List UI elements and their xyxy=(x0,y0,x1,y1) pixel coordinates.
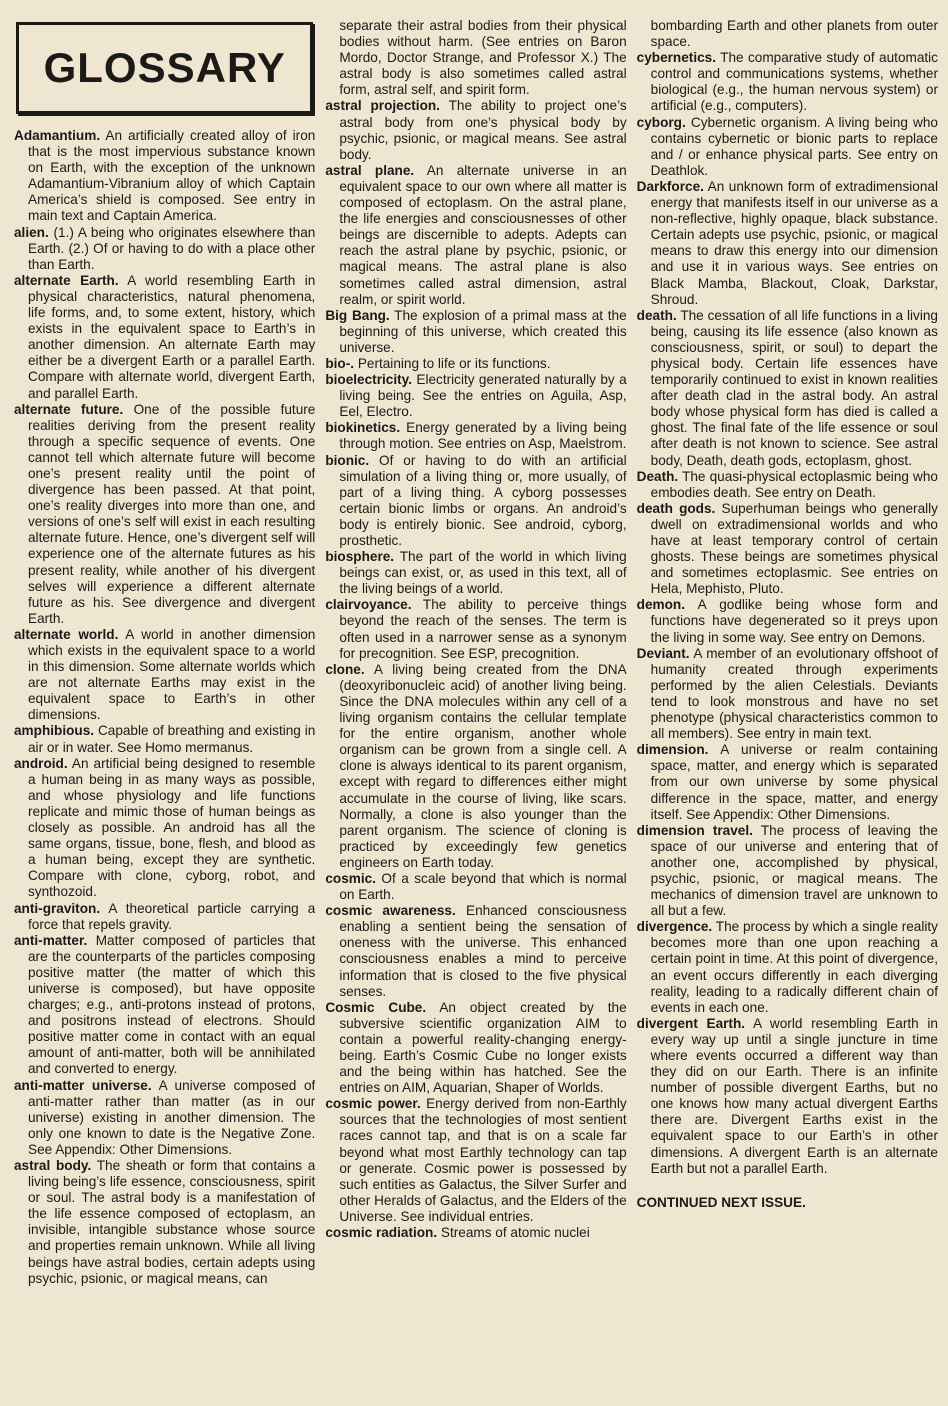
glossary-definition: Capable of breathing and existing in air or in water. See Homo mermanus. xyxy=(28,723,316,755)
glossary-definition: A theoretical particle carrying a force that repels gravity. xyxy=(28,900,316,932)
glossary-term: Adamantium. xyxy=(14,128,101,143)
glossary-definition: An unknown form of extradimensional energy that manifests itself in our universe as a non-reflective, highly opaque, black substance. Certain adepts use psychic, psionic, or magical means to draw this energy into our dimension and use it in various ways. See entries on Black Mamba, Blackout, Cloak, Darkstar, Shroud. xyxy=(650,178,938,307)
glossary-entry xyxy=(325,98,626,162)
glossary-entry xyxy=(637,50,938,114)
glossary-term: cybernetics. xyxy=(636,50,716,66)
glossary-definition: The process of leaving the space of our universe and entering that of another one, accomplished by physical, psychic, psionic, or magical means. The mechanics of dimension travel are unknown to all but a few. xyxy=(650,822,938,919)
glossary-entry xyxy=(14,901,315,933)
glossary-definition: Pertaining to life or its functions. xyxy=(357,355,551,371)
glossary-definition: An artificial being designed to resemble a human being in as many ways as possible, and whose physiology and life functions replicate and mimic those of human beings as closely as possible. An android has all the same organs, tissue, bone, flesh, and blood as a human being, except they are synthetic. Compare with clone, cyborg, robot, and synthozoid. xyxy=(28,755,316,900)
glossary-entry xyxy=(637,308,938,469)
glossary-definition: Of or having to do with an artificial simulation of a living thing or, more usually, of part of a living thing. A cyborg possesses certain bionic limbs or organs. An android’s body is entirely bionic. See android, cyborg, prosthetic. xyxy=(339,452,627,548)
glossary-entry xyxy=(14,225,315,273)
glossary-term: dimension. xyxy=(636,742,709,758)
glossary-definition: A universe composed of anti-matter rather than matter (as in our universe) existing in another dimension. The only one known to date is the Negative Zone. See Appendix: Other Dimensions. xyxy=(28,1077,316,1157)
glossary-definition: separate their astral bodies from their physical bodies without harm. (See entries on Baron Mordo, Doctor Strange, and Professor X.) The astral body is also sometimes called astral form, astral self, and spirit form. xyxy=(339,18,627,98)
glossary-definition: The comparative study of automatic control and communications systems, whether biological (e.g., the human nervous system) or artificial (e.g., computers). xyxy=(650,50,938,114)
glossary-term: Deviant. xyxy=(636,645,690,661)
glossary-definition: Energy derived from non-Earthly sources that the technologies of most sentient races cannot tap, and that is on a scale far beyond what most Earthly technology can tap or generate. Cosmic power is possessed by such entities as Galactus, the Silver Surfer and other Heralds of Galactus, and the Elders of the Universe. See individual entries. xyxy=(339,1096,627,1224)
page-title: GLOSSARY xyxy=(43,44,286,91)
glossary-term: bionic. xyxy=(325,452,370,468)
glossary-entry xyxy=(325,549,626,597)
glossary-entry xyxy=(325,163,626,308)
glossary-definition: Enhanced consciousness enabling a sentient being the sensation of oneness with the universe. This enhanced consciousness enables a mind to perceive information that is closed to the five physical senses. xyxy=(339,903,627,999)
glossary-term: amphibious. xyxy=(14,723,95,739)
glossary-definition: A world resembling Earth in physical characteristics, natural phenomena, life forms, and, to some extent, history, which exists in the equivalent space to Earth’s in another dimension. An alternate Earth may either be a divergent Earth or a parallel Earth. Compare with alternate world, divergent Earth, and parallel Earth. xyxy=(28,272,316,401)
column-3 xyxy=(637,18,938,1406)
glossary-definition: Cybernetic organism. A living being who contains cybernetic or bionic parts to replace and / or enhance physical parts. See entry on Deathlok. xyxy=(650,114,938,178)
glossary-entry xyxy=(14,1078,315,1158)
glossary-definition: The quasi-physical ectoplasmic being who embodies death. See entry on Death. xyxy=(650,468,938,500)
glossary-definition: A living being created from the DNA (deoxyribonucleic acid) of another living being. Since the DNA molecules within any cell of a living organism contains the cellular template for the entire organism, another whole organism can be grown from a single cell. A clone is always identical to its parent organism, except with regard to differences either might accumulate in the course of living, like scars. Normally, a clone is also younger than the parent organism. The science of cloning is practiced by exceedingly few genetics engineers on Earth today. xyxy=(339,661,627,870)
glossary-term: cosmic awareness. xyxy=(325,903,456,919)
glossary-entry xyxy=(14,756,315,901)
glossary-entry xyxy=(14,933,315,1078)
glossary-entry xyxy=(637,1016,938,1177)
glossary-term: anti-matter universe. xyxy=(14,1077,152,1093)
glossary-term: android. xyxy=(14,755,68,771)
glossary-definition: bombarding Earth and other planets from outer space. xyxy=(650,18,938,50)
glossary-term: bio-. xyxy=(325,355,355,371)
glossary-definition: The ability to project one’s astral body from one’s physical body by psychic, psionic, or magical means. See astral body. xyxy=(339,98,627,162)
glossary-entry xyxy=(14,402,315,627)
glossary-term: death. xyxy=(636,307,677,323)
glossary-entry xyxy=(325,372,626,420)
glossary-definition: A world resembling Earth in every way up until a single juncture in time where events occurred a different way than they did on our Earth. There is an infinite number of possible divergent Earths, but no one knows how many actual divergent Earths there are. Divergent Earths exist in the equivalent space to our Earth’s in other dimensions. A divergent Earth is an alternate Earth but not a parallel Earth. xyxy=(650,1015,938,1176)
continued-note: CONTINUED NEXT ISSUE. xyxy=(636,1194,806,1210)
glossary-term: Big Bang. xyxy=(325,307,390,323)
glossary-term: divergence. xyxy=(636,919,713,935)
glossary-term: alternate future. xyxy=(14,401,124,417)
glossary-term: cosmic power. xyxy=(325,1096,421,1112)
glossary-term: cosmic. xyxy=(325,870,376,886)
glossary-term: alternate Earth. xyxy=(14,272,119,288)
glossary-term: clairvoyance. xyxy=(325,597,412,613)
glossary-entry xyxy=(637,501,938,598)
glossary-term: cosmic radiation. xyxy=(325,1225,438,1241)
glossary-term: dimension travel. xyxy=(636,822,753,838)
glossary-definition: A member of an evolutionary offshoot of humanity created through experiments performed by the alien Celestials. Deviants tend to look monstrous and have no set phenotype (physical characteristics common to all members). See entry in main text. xyxy=(650,645,938,742)
glossary-term: death gods. xyxy=(636,500,716,516)
glossary-definition: Of a scale beyond that which is normal on Earth. xyxy=(339,870,627,903)
glossary-entry xyxy=(14,723,315,755)
glossary-entry xyxy=(325,420,626,452)
glossary-term: Cosmic Cube. xyxy=(325,999,427,1015)
glossary-definition: Matter composed of particles that are the counterparts of the particles composing positive matter (the matter of which this universe is composed), but have opposite charges; e.g., anti-protons instead of protons, and positrons instead of electrons. Should positive matter come in contact with an equal amount of anti-matter, both will be annihilated and converted to energy. xyxy=(28,932,316,1077)
glossary-term: anti-graviton. xyxy=(14,900,101,916)
glossary-definition: Superhuman beings who generally dwell on extradimensional worlds and who have at least temporary control of certain ghosts. These beings are sometimes physical and sometimes ectoplasmic. See entries on Hela, Mephisto, Pluto. xyxy=(650,500,938,597)
glossary-definition: The part of the world in which living beings can exist, or, as used in this text, all of the living beings of a world. xyxy=(339,549,627,597)
glossary-entry xyxy=(637,469,938,501)
glossary-definition: A godlike being whose form and functions have degenerated so it preys upon the living in some way. See entry on Demons. xyxy=(650,597,938,645)
glossary-definition: The process by which a single reality becomes more than one upon reaching a certain point in time. At this point of divergence, an event occurs differently in each diverging reality, leading to a radically different chain of events in each one. xyxy=(650,919,938,1015)
glossary-entry xyxy=(325,308,626,356)
glossary-term: divergent Earth. xyxy=(636,1015,746,1031)
title-box xyxy=(16,22,313,114)
glossary-term: astral body. xyxy=(14,1158,92,1173)
glossary-definition: A world in another dimension which exists in the equivalent space to a world in this dimension. Some alternate worlds which are not alternate Earths may exist in the equivalent space to Earth’s in other dimensions. xyxy=(28,626,316,723)
glossary-entry xyxy=(325,1225,626,1241)
glossary-term: biokinetics. xyxy=(325,420,401,436)
glossary-term: anti-matter. xyxy=(14,932,88,948)
glossary-term: clone. xyxy=(325,661,365,677)
glossary-entry xyxy=(325,1096,626,1225)
glossary-entry xyxy=(325,871,626,903)
glossary-term: alien. xyxy=(14,224,49,240)
glossary-definition: An object created by the subversive scientific organization AIM to contain a powerful reality-changing energy-being. Earth’s Cosmic Cube no longer exists and the being within has hatched. See the entries on AIM, Aquarian, Shaper of Worlds. xyxy=(339,999,627,1096)
glossary-entry xyxy=(14,1158,315,1287)
glossary-entry xyxy=(14,627,315,724)
glossary-entry xyxy=(325,903,626,1000)
glossary-term: Darkforce. xyxy=(636,178,704,194)
glossary-definition: Energy generated by a living being through motion. See entries on Asp, Maelstrom. xyxy=(339,420,627,452)
glossary-definition: One of the possible future realities deriving from the present reality through a specific sequence of events. One cannot tell which alternate future will become one’s present reality until the point of divergence has been passed. At that point, one’s reality diverges into more than one, and versions of one’s self will exist in each resulting alternate future. Hence, one’s divergent self will experience one of the alternate futures as his present reality, while another of his divergent selves will experience a different alternate future as his. See divergence and divergent Earth. xyxy=(28,401,316,626)
glossary-term: cyborg. xyxy=(636,114,686,130)
glossary-term: bioelectricity. xyxy=(325,372,412,388)
glossary-entry xyxy=(325,18,626,98)
glossary-entry xyxy=(325,597,626,661)
column-1 xyxy=(14,18,315,1406)
glossary-term: Death. xyxy=(636,468,679,484)
glossary-entry xyxy=(14,128,315,225)
glossary-definition: The cessation of all life functions in a living being, causing its life essence (also known as consciousness, spirit, or soul) to depart the physical body. Certain life essences have temporarily continued to exist in known realities after death clad in the astral body. An astral body whose physical form has died is called a ghost. The final fate of the life essence or soul after death is not known to science. See astral body, Death, death gods, ectoplasm, ghost. xyxy=(650,307,938,468)
glossary-definition: An alternate universe in an equivalent space to our own where all matter is composed of ectoplasm. On the astral plane, the life energies and consciousnesses of other beings are discernible to adepts. Adepts can reach the astral plane by psychic, psionic, or magical means. The astral plane is also sometimes called astral dimension, astral realm, or spirit world. xyxy=(339,162,627,307)
glossary-definition: Electricity generated naturally by a living being. See the entries on Aguila, Asp, Eel, Electro. xyxy=(339,372,627,420)
glossary-entry xyxy=(325,1000,626,1097)
glossary-definition: A universe or realm containing space, matter, and energy which is separated from our own universe by some physical difference in the space, matter, and energy itself. See Appendix: Other Dimensions. xyxy=(650,742,938,822)
glossary-definition: (1.) A being who originates elsewhere than Earth. (2.) Of or having to do with a place other than Earth. xyxy=(28,224,316,272)
glossary-definition: The sheath or form that contains a living being’s life essence, consciousness, spirit or soul. The astral body is a manifestation of the life essence composed of ectoplasm, an invisible, intangible substance whose source and properties remain unknown. While all living beings have astral bodies, certain adepts using psychic, psionic, or magical means, can xyxy=(28,1158,316,1286)
glossary-definition: Streams of atomic nuclei xyxy=(440,1225,590,1241)
glossary-definition: An artificially created alloy of iron that is the most impervious substance known on Earth, with the exception of the unknown Adamantium-Vibranium alloy of which Captain America’s shield is composed. See entry in main text and Captain America. xyxy=(28,128,316,224)
glossary-entry xyxy=(637,597,938,645)
glossary-definition: The ability to perceive things beyond the reach of the senses. The term is often used in a narrower sense as a synonym for precognition. See ESP, precognition. xyxy=(339,597,627,661)
glossary-entry xyxy=(14,273,315,402)
glossary-entry xyxy=(637,179,938,308)
glossary-term: astral plane. xyxy=(325,162,415,178)
glossary-term: alternate world. xyxy=(14,626,119,642)
glossary-entry xyxy=(637,823,938,920)
glossary-entry xyxy=(637,18,938,50)
glossary-definition: The explosion of a primal mass at the beginning of this universe, which created this universe. xyxy=(339,307,627,355)
glossary-entry xyxy=(325,662,626,871)
glossary-entry xyxy=(637,115,938,179)
glossary-entry xyxy=(325,356,626,372)
glossary-term: biosphere. xyxy=(325,549,395,565)
column-2 xyxy=(325,18,626,1406)
glossary-entry xyxy=(325,453,626,550)
glossary-term: astral projection. xyxy=(325,98,440,114)
glossary-entry xyxy=(637,919,938,1016)
glossary-term: demon. xyxy=(636,597,685,613)
glossary-entry xyxy=(637,646,938,743)
glossary-entry xyxy=(637,742,938,822)
